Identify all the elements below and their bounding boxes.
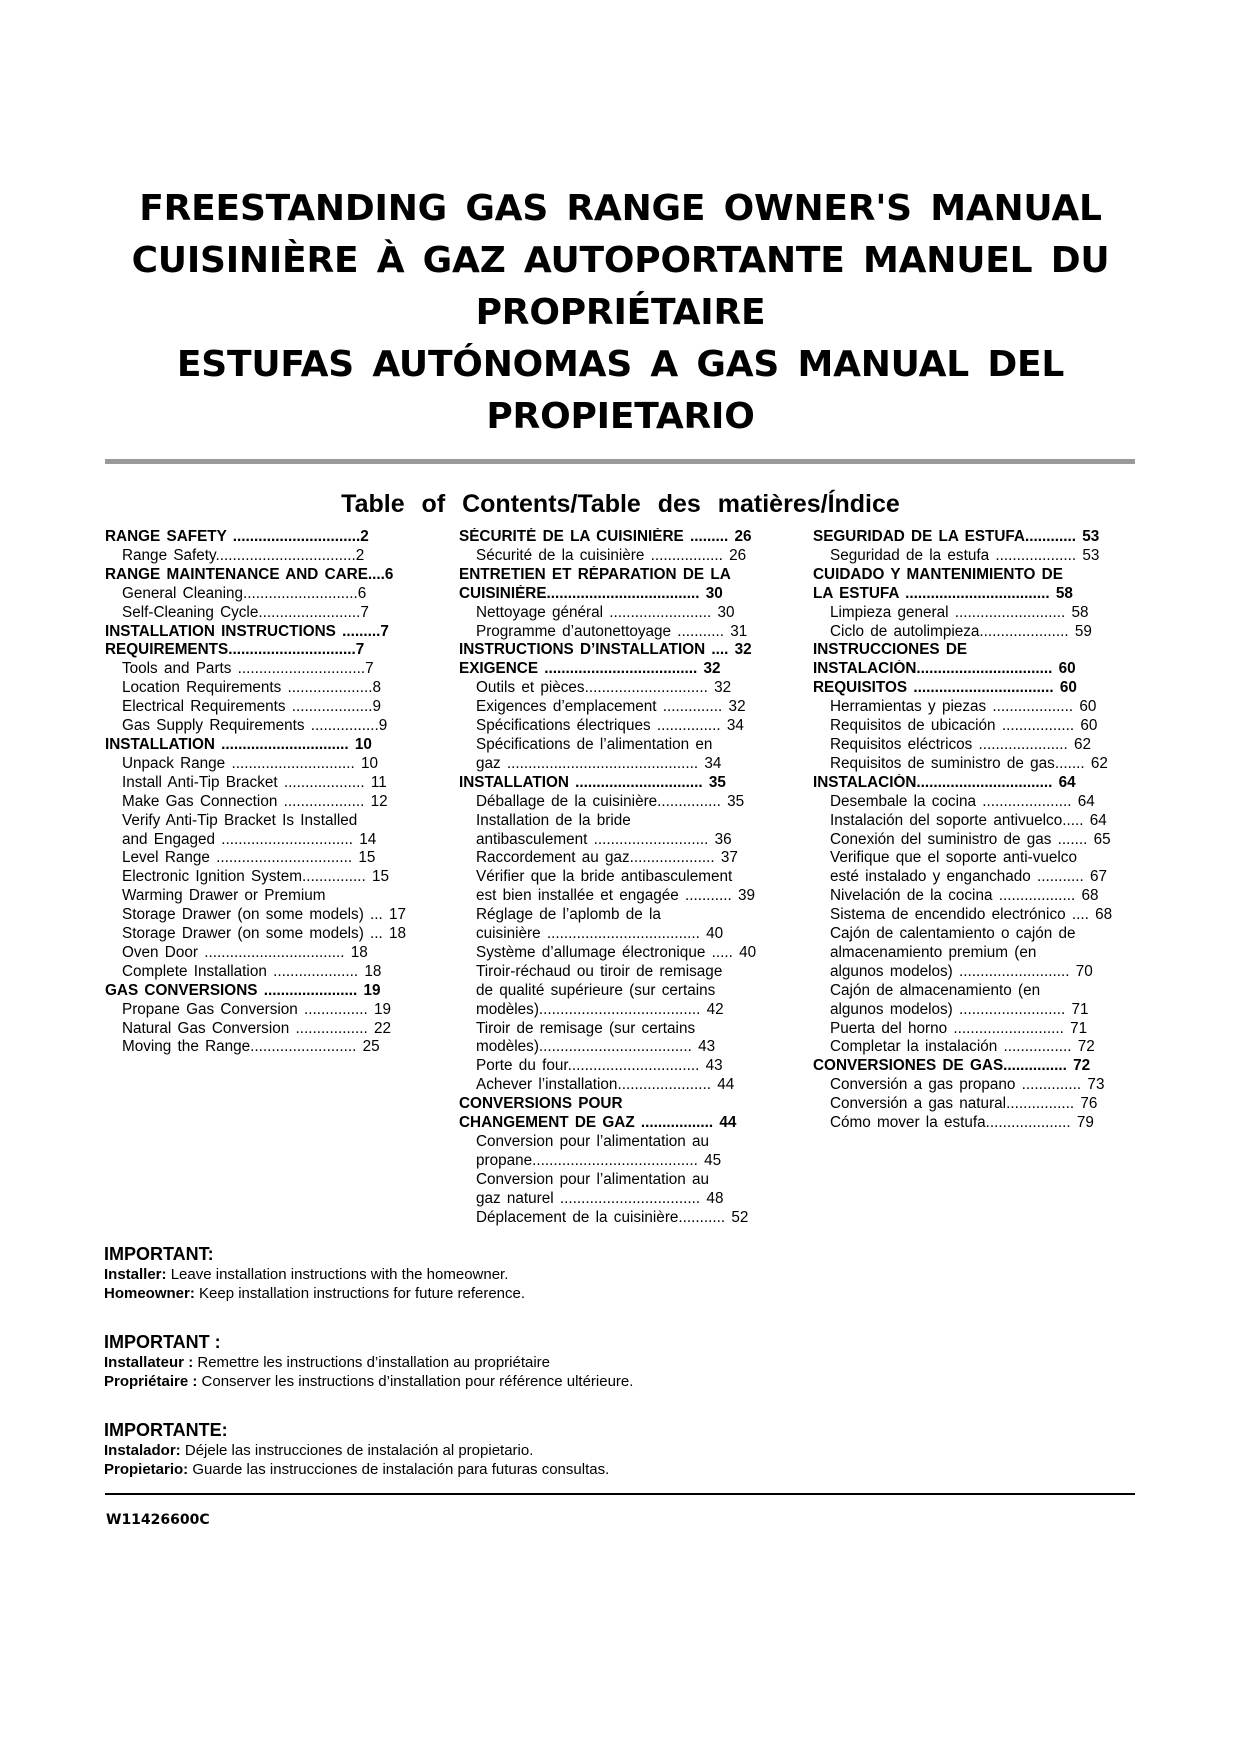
notice-title: IMPORTANTE: [104, 1420, 228, 1440]
notice-title: IMPORTANT : [104, 1332, 221, 1352]
notice-label: Homeowner: [104, 1285, 195, 1302]
toc-entry: algunos modelos) ......................... 71 [830, 1000, 1089, 1018]
title-line: FREESTANDING GAS RANGE OWNER'S MANUAL [139, 188, 1102, 229]
toc-entry: Storage Drawer (on some models) ... 18 [122, 925, 407, 943]
toc-column-spanish [813, 528, 1163, 1133]
toc-entry: Conversión a gas natural................ 76 [830, 1095, 1098, 1113]
toc-entry: Puerta del horno .......................... 71 [830, 1019, 1088, 1037]
notice-label: Installer: [104, 1266, 167, 1283]
toc-entry: Nivelación de la cocina .................. 68 [830, 887, 1099, 905]
toc-entry: Outils et pièces............................. 32 [476, 679, 732, 697]
toc-entry: Range Safety.................................2 [122, 546, 365, 564]
toc-entry: algunos modelos) .......................... 70 [830, 962, 1093, 980]
toc-entry: Make Gas Connection ................... 12 [122, 792, 388, 810]
toc-section-heading: INSTRUCTIONS D’INSTALLATION .... 32 [459, 641, 752, 659]
toc-entry: antibasculement ........................... 36 [476, 830, 732, 848]
toc-section-heading: INSTALACIÓN................................ 60 [813, 660, 1076, 678]
toc-section-heading: INSTRUCCIONES DE [813, 641, 968, 659]
toc-entry: Conversion pour l’alimentation au [476, 1170, 710, 1188]
toc-entry: Completar la instalación ................ 72 [830, 1038, 1095, 1056]
toc-entry: almacenamiento premium (en [830, 943, 1037, 961]
toc-entry: Raccordement au gaz.................... 37 [476, 849, 738, 867]
toc-entry: Cajón de almacenamiento (en [830, 981, 1041, 999]
notice-text: Conserver les instructions d’installation pour référence ultérieure. [197, 1373, 634, 1390]
toc-entry: Electrical Requirements ...................9 [122, 698, 382, 716]
title-line: PROPRIÉTAIRE [475, 292, 766, 333]
toc-entry: Verifique que el soporte anti-vuelco [830, 849, 1077, 867]
notice-line [104, 1353, 1104, 1372]
toc-entry: Oven Door ................................. 18 [122, 943, 368, 961]
toc-section-heading: CONVERSIONES DE GAS............... 72 [813, 1057, 1091, 1075]
notice-french [104, 1331, 1104, 1391]
toc-entry: Tools and Parts ..............................7 [122, 660, 374, 678]
toc-entry: Requisitos eléctricos ..................... 62 [830, 735, 1092, 753]
toc-section-heading: INSTALACIÓN................................ 64 [813, 773, 1076, 791]
toc-entry: General Cleaning...........................6 [122, 584, 367, 602]
toc-entry: Verify Anti-Tip Bracket Is Installed [122, 811, 358, 829]
toc-entry: modèles).................................... 43 [476, 1038, 716, 1056]
toc-entry: Spécifications de l’alimentation en [476, 735, 713, 753]
toc-entry: de qualité supérieure (sur certains [476, 981, 716, 999]
toc-entry: Déplacement de la cuisinière........... 52 [476, 1208, 749, 1226]
toc-entry: Unpack Range ............................. 10 [122, 754, 378, 772]
toc-entry: Location Requirements ....................8 [122, 679, 382, 697]
toc-section-heading: CONVERSIONS POUR [459, 1095, 623, 1113]
toc-section-heading: RANGE MAINTENANCE AND CARE....6 [105, 565, 394, 583]
toc-entry: Storage Drawer (on some models) ... 17 [122, 906, 407, 924]
toc-entry: esté instalado y enganchado ........... 67 [830, 868, 1108, 886]
toc-entry: Requisitos de suministro de gas....... 62 [830, 754, 1108, 772]
toc-section-heading: EXIGENCE .................................... 32 [459, 660, 721, 678]
toc-entry: Porte du four............................... 43 [476, 1057, 723, 1075]
toc-entry: Instalación del soporte antivuelco..... 64 [830, 811, 1107, 829]
toc-entry: Programme d’autonettoyage ........... 31 [476, 622, 748, 640]
title-line: PROPIETARIO [486, 396, 755, 437]
toc-heading: Table of Contents/Table des matières/Índice [341, 490, 900, 518]
notice-text: Keep installation instructions for future reference. [194, 1285, 526, 1302]
toc-entry: Nettoyage général ........................ 30 [476, 603, 735, 621]
toc-section-heading: REQUISITOS ................................. 60 [813, 679, 1077, 697]
notice-text: Guarde las instrucciones de instalación para futuras consultas. [188, 1461, 610, 1478]
toc-entry: propane....................................... 45 [476, 1151, 722, 1169]
toc-entry: est bien installée et engagée ........... 39 [476, 887, 756, 905]
toc-entry: Requisitos de ubicación ................. 60 [830, 717, 1098, 735]
toc-entry: Complete Installation .................... 18 [122, 962, 382, 980]
notice-spanish [104, 1419, 1104, 1479]
toc-section-heading: CUIDADO Y MANTENIMIENTO DE [813, 565, 1063, 583]
toc-entry: and Engaged ............................... 14 [122, 830, 377, 848]
toc-entry: Sistema de encendido electrónico .... 68 [830, 906, 1113, 924]
notice-text: Déjele las instrucciones de instalación al propietario. [180, 1442, 534, 1459]
toc-section-heading: SEGURIDAD DE LA ESTUFA............ 53 [813, 528, 1100, 545]
toc-entry: Herramientas y piezas ................... 60 [830, 698, 1097, 716]
toc-entry: Seguridad de la estufa ................... 53 [830, 546, 1100, 564]
toc-entry: Installation de la bride [476, 811, 631, 829]
toc-entry: Exigences d’emplacement .............. 32 [476, 698, 746, 716]
toc-entry: Cajón de calentamiento o cajón de [830, 925, 1076, 943]
notice-label: Installateur : [104, 1354, 194, 1371]
toc-section-heading: SÉCURITÉ DE LA CUISINIÈRE ......... 26 [459, 528, 752, 545]
toc-entry: Tiroir de remisage (sur certains [476, 1019, 696, 1037]
toc-entry: Ciclo de autolimpieza..................... 59 [830, 622, 1092, 640]
toc-entry: Level Range ................................ 15 [122, 849, 376, 867]
notice-label: Instalador: [104, 1442, 181, 1459]
toc-entry: Cómo mover la estufa.................... 79 [830, 1114, 1094, 1132]
toc-section-heading: CUISINIÈRE.................................... 30 [459, 584, 723, 602]
toc-section-heading: GAS CONVERSIONS ...................... 19 [105, 981, 381, 999]
notice-line [104, 1460, 1104, 1479]
title-line: ESTUFAS AUTÓNOMAS A GAS MANUAL DEL [176, 344, 1065, 385]
toc-entry: Réglage de l’aplomb de la [476, 906, 661, 924]
toc-entry: gaz ............................................. 34 [476, 754, 722, 772]
manual-title [100, 183, 1141, 443]
notice-line [104, 1284, 1104, 1303]
toc-section-heading: INSTALLATION .............................. 35 [459, 773, 726, 791]
title-line: CUISINIÈRE À GAZ AUTOPORTANTE MANUEL DU [131, 240, 1110, 281]
toc-section-heading: INSTALLATION INSTRUCTIONS .........7 [105, 622, 389, 640]
toc-section-heading: INSTALLATION .............................. 10 [105, 735, 372, 753]
toc-entry: Self-Cleaning Cycle........................7 [122, 603, 369, 621]
notice-label: Propietario: [104, 1461, 189, 1478]
toc-entry: Install Anti-Tip Bracket ................... 11 [122, 773, 387, 791]
notices-block [104, 1243, 1104, 1507]
toc-entry: Moving the Range......................... 25 [122, 1038, 380, 1056]
toc-entry: Gas Supply Requirements ................9 [122, 717, 388, 735]
notice-title: IMPORTANT: [104, 1244, 214, 1264]
toc-column-english [105, 528, 457, 1057]
toc-entry: Electronic Ignition System............... 15 [122, 868, 390, 886]
toc-entry: cuisinière .................................... 40 [476, 925, 724, 943]
notice-line [104, 1265, 1104, 1284]
notice-line [104, 1441, 1104, 1460]
toc-column-french [459, 528, 811, 1228]
toc-entry: Système d’allumage électronique ..... 40 [476, 943, 757, 961]
toc-entry: Sécurité de la cuisinière ................. 26 [476, 546, 747, 564]
toc-entry: Conexión del suministro de gas ....... 65 [830, 830, 1111, 848]
toc-entry: Propane Gas Conversion ............... 19 [122, 1000, 392, 1018]
document-number: W11426600C [106, 1512, 210, 1528]
toc-entry: Spécifications électriques ............... 34 [476, 717, 744, 735]
notice-label: Propriétaire : [104, 1373, 198, 1390]
footer-divider [105, 1493, 1135, 1495]
toc-entry: Conversión a gas propano .............. 73 [830, 1076, 1105, 1094]
toc-entry: Achever l’installation...................... 44 [476, 1076, 735, 1094]
toc-entry: Conversion pour l’alimentation au [476, 1133, 710, 1150]
toc-section-heading: LA ESTUFA .................................. 58 [813, 584, 1073, 602]
toc-entry: Limpieza general .......................... 58 [830, 603, 1089, 621]
toc-section-heading: ENTRETIEN ET RÉPARATION DE LA [459, 565, 731, 583]
title-divider [105, 459, 1135, 464]
toc-entry: Natural Gas Conversion ................. 22 [122, 1019, 392, 1037]
notice-text: Leave installation instructions with the homeowner. [166, 1266, 509, 1283]
toc-entry: Déballage de la cuisinière............... 35 [476, 792, 745, 810]
toc-entry: gaz naturel ................................. 48 [476, 1189, 724, 1207]
toc-section-heading: RANGE SAFETY ..............................2 [105, 528, 369, 545]
notice-text: Remettre les instructions d’installation au propriétaire [193, 1354, 551, 1371]
toc-section-heading: CHANGEMENT DE GAZ ................. 44 [459, 1114, 737, 1132]
toc-entry: Warming Drawer or Premium [122, 887, 326, 905]
notice-line [104, 1372, 1104, 1391]
toc-entry: Vérifier que la bride antibasculement [476, 868, 733, 886]
toc-entry: modèles)...................................... 42 [476, 1000, 724, 1018]
notice-english [104, 1243, 1104, 1303]
toc-section-heading: REQUIREMENTS..............................7 [105, 641, 365, 659]
toc-entry: Desembale la cocina ..................... 64 [830, 792, 1095, 810]
toc-entry: Tiroir-réchaud ou tiroir de remisage [476, 962, 723, 980]
